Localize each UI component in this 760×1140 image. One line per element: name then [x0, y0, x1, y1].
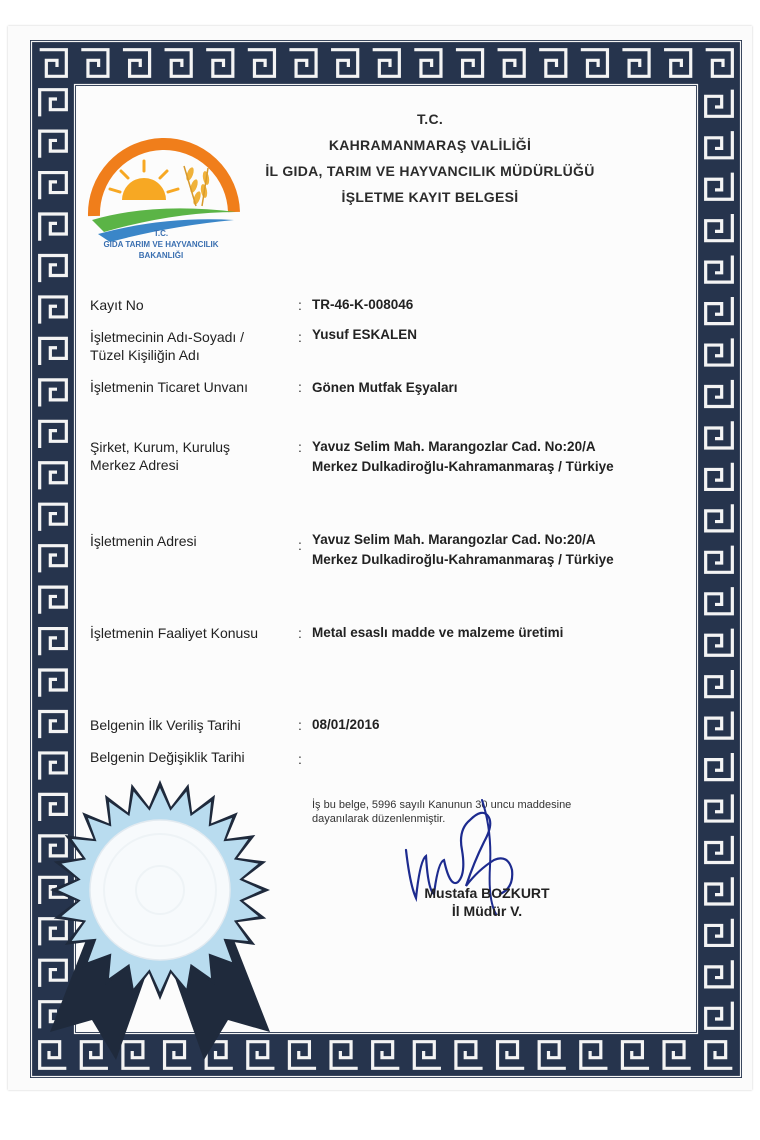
degisiklik-label: Belgenin Değişiklik Tarihi [90, 749, 245, 765]
degisiklik-colon: : [298, 751, 302, 767]
signatory-title: İl Müdür V. [451, 903, 523, 919]
isletme-adresi-label: İşletmenin Adresi [90, 533, 197, 549]
faaliyet-konusu-value: Metal esaslı madde ve malzeme üretimi [312, 625, 564, 640]
logo-orange-arc [94, 144, 234, 216]
isletme-adresi-value-line1: Yavuz Selim Mah. Marangozlar Cad. No:20/A [312, 532, 596, 547]
isletme-adresi-colon: : [298, 537, 302, 553]
ticaret-unvani-value: Gönen Mutfak Eşyaları [312, 380, 458, 395]
legal-note-line2: dayanılarak düzenlenmiştir. [312, 813, 446, 825]
logo-caption-ministry: GIDA TARIM VE HAYVANCILIK [103, 240, 219, 249]
header-belge-title: İŞLETME KAYIT BELGESİ [341, 189, 519, 205]
merkez-adresi-value-line2: Merkez Dulkadiroğlu-Kahramanmaraş / Türkiye [312, 459, 614, 474]
header-valilik: KAHRAMANMARAŞ VALİLİĞİ [328, 137, 532, 153]
kayit-no-label: Kayıt No [90, 297, 144, 313]
logo-caption-bakanligi: BAKANLIĞI [138, 251, 184, 260]
faaliyet-konusu-label: İşletmenin Faaliyet Konusu [90, 625, 259, 641]
wheat-icon [184, 166, 210, 206]
isletme-adresi-value [312, 530, 614, 570]
certificate-header [240, 106, 620, 210]
ticaret-unvani-label: İşletmenin Ticaret Unvanı [90, 379, 248, 395]
merkez-adresi-label [90, 438, 230, 474]
faaliyet-konusu-colon: : [298, 625, 302, 641]
signatory-name: Mustafa BOZKURT [424, 885, 550, 901]
isletmeci-label-line2: Tüzel Kişiliğin Adı [90, 347, 200, 363]
signatory [412, 884, 562, 920]
header-tc: T.C. [416, 111, 444, 127]
legal-note-line1: İş bu belge, 5996 sayılı Kanunun 30 uncu maddesine [312, 799, 572, 811]
merkez-adresi-value-line1: Yavuz Selim Mah. Marangozlar Cad. No:20/A [312, 439, 596, 454]
merkez-adresi-value [312, 437, 614, 477]
ilk-verilis-colon: : [298, 717, 302, 733]
isletmeci-label-line1: İşletmecinin Adı-Soyadı / [90, 329, 245, 345]
isletmeci-colon: : [298, 329, 302, 345]
ilk-verilis-value: 08/01/2016 [312, 717, 380, 732]
ticaret-unvani-colon: : [298, 379, 302, 395]
header-mudurluk: İL GIDA, TARIM VE HAYVANCILIK MÜDÜRLÜĞÜ [265, 163, 595, 179]
merkez-adresi-label-line1: Şirket, Kurum, Kuruluş [90, 439, 231, 455]
logo-caption-tc: T.C. [153, 229, 169, 238]
merkez-adresi-colon: : [298, 439, 302, 455]
isletmeci-label [90, 328, 244, 364]
logo-caption [84, 228, 238, 261]
embossed-seal [30, 770, 290, 1070]
kayit-no-colon: : [298, 297, 302, 313]
seal-emboss-center [90, 820, 230, 960]
isletme-adresi-value-line2: Merkez Dulkadiroğlu-Kahramanmaraş / Türkiye [312, 552, 614, 567]
kayit-no-value: TR-46-K-008046 [312, 297, 414, 312]
merkez-adresi-label-line2: Merkez Adresi [90, 457, 179, 473]
ilk-verilis-label: Belgenin İlk Veriliş Tarihi [90, 717, 241, 733]
isletmeci-value: Yusuf ESKALEN [312, 327, 418, 342]
